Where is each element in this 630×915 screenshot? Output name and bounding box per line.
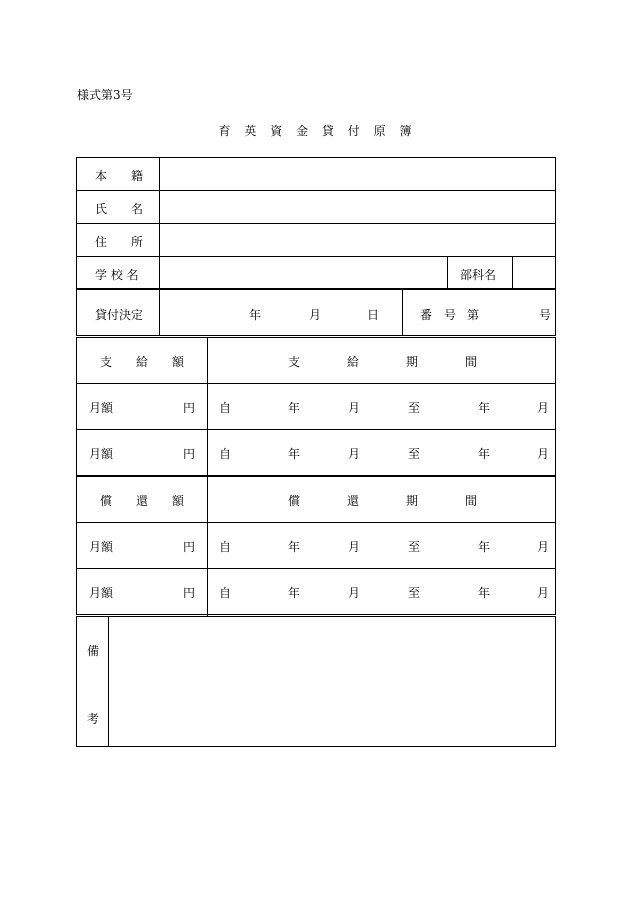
payment-amount-header-3: 額 (172, 355, 185, 369)
row-gakko (77, 257, 555, 290)
form-number: 様式第3号 (77, 88, 133, 102)
bukamei-field[interactable] (513, 257, 555, 290)
nen-label: 年 (288, 586, 301, 600)
payment-1-period-field[interactable] (208, 384, 555, 429)
tsuki-label: 月 (537, 401, 550, 415)
payment-period-header-3: 期 (406, 355, 419, 369)
nen-label: 年 (288, 401, 301, 415)
payment-2-amount-field[interactable] (77, 430, 207, 477)
getsugaku-label: 月額 (89, 401, 114, 415)
loan-dai: 第 (467, 308, 480, 322)
repayment-row-2 (77, 569, 555, 616)
repayment-table (76, 476, 556, 615)
title-char: 原 (373, 124, 386, 138)
title-char: 育 (218, 124, 231, 138)
remarks-label-bi: 備 (87, 644, 100, 658)
ji-label: 自 (219, 401, 232, 415)
title-char: 資 (270, 124, 283, 138)
repayment-amount-header-2: 還 (136, 494, 149, 508)
loan-date-field[interactable] (160, 290, 402, 335)
row-shimei (77, 191, 555, 224)
label-bukamei: 部科名 (460, 268, 497, 282)
payment-amount-header-2: 給 (136, 355, 149, 369)
repayment-period-header-1: 償 (288, 494, 301, 508)
yen-label: 円 (183, 586, 196, 600)
label-loan-decision: 貸付決定 (95, 308, 144, 322)
tsuki-label: 月 (537, 586, 550, 600)
loan-month: 月 (309, 308, 322, 322)
loan-decision-table (76, 289, 556, 336)
title-char: 簿 (399, 124, 412, 138)
getsugaku-label: 月額 (89, 540, 114, 554)
repayment-period-header-3: 期 (406, 494, 419, 508)
loan-ban: 番 (420, 308, 433, 322)
shi-label: 至 (408, 401, 421, 415)
tsuki-label: 月 (348, 447, 361, 461)
yen-label: 円 (183, 447, 196, 461)
nen-label: 年 (478, 401, 491, 415)
title-char: 金 (296, 124, 309, 138)
nen-label: 年 (478, 540, 491, 554)
shi-label: 至 (408, 447, 421, 461)
nen-label: 年 (478, 447, 491, 461)
yen-label: 円 (183, 401, 196, 415)
payment-period-header-1: 支 (288, 355, 301, 369)
loan-go: 号 (444, 308, 457, 322)
payment-row-2 (77, 430, 555, 477)
personal-info-table (76, 157, 556, 289)
label-gakko: 学 校 名 (95, 268, 139, 282)
loan-number-field[interactable] (403, 290, 555, 335)
repayment-period-header-2: 還 (347, 494, 360, 508)
document-title (0, 122, 630, 139)
row-jusho (77, 224, 555, 257)
repayment-1-amount-field[interactable] (77, 523, 207, 568)
getsugaku-label: 月額 (89, 586, 114, 600)
repayment-2-amount-field[interactable] (77, 569, 207, 616)
title-char: 付 (347, 124, 360, 138)
payment-period-header-4: 間 (465, 355, 478, 369)
remarks-field[interactable] (109, 617, 555, 746)
payment-1-amount-field[interactable] (77, 384, 207, 429)
label-shimei: 氏 名 (95, 202, 144, 216)
loan-year: 年 (249, 308, 262, 322)
repayment-2-period-field[interactable] (208, 569, 555, 616)
remarks-table (76, 616, 556, 747)
loan-go2: 号 (539, 308, 552, 322)
payment-period-header-2: 給 (347, 355, 360, 369)
repayment-amount-header-3: 額 (172, 494, 185, 508)
payment-amount-header-1: 支 (100, 355, 113, 369)
payment-table (76, 337, 556, 476)
ji-label: 自 (219, 586, 232, 600)
loan-day: 日 (367, 308, 380, 322)
label-jusho: 住 所 (95, 235, 144, 249)
shimei-field[interactable] (160, 191, 555, 223)
tsuki-label: 月 (537, 540, 550, 554)
payment-2-period-field[interactable] (208, 430, 555, 477)
nen-label: 年 (478, 586, 491, 600)
shi-label: 至 (408, 540, 421, 554)
row-honseki (77, 158, 555, 191)
label-honseki: 本 籍 (95, 169, 144, 183)
payment-header-row (77, 338, 555, 384)
repayment-row-1 (77, 523, 555, 569)
nen-label: 年 (288, 447, 301, 461)
gakko-field[interactable] (160, 257, 447, 290)
payment-row-1 (77, 384, 555, 430)
tsuki-label: 月 (348, 540, 361, 554)
tsuki-label: 月 (348, 401, 361, 415)
repayment-1-period-field[interactable] (208, 523, 555, 568)
title-char: 英 (244, 124, 257, 138)
getsugaku-label: 月額 (89, 447, 114, 461)
repayment-amount-header-1: 償 (100, 494, 113, 508)
nen-label: 年 (288, 540, 301, 554)
repayment-period-header-4: 間 (465, 494, 478, 508)
jusho-field[interactable] (160, 224, 555, 256)
remarks-label-ko: 考 (87, 712, 100, 726)
repayment-header-row (77, 477, 555, 523)
title-char: 貸 (321, 124, 334, 138)
yen-label: 円 (183, 540, 196, 554)
tsuki-label: 月 (537, 447, 550, 461)
shi-label: 至 (408, 586, 421, 600)
honseki-field[interactable] (160, 158, 555, 190)
tsuki-label: 月 (348, 586, 361, 600)
ji-label: 自 (219, 447, 232, 461)
ji-label: 自 (219, 540, 232, 554)
